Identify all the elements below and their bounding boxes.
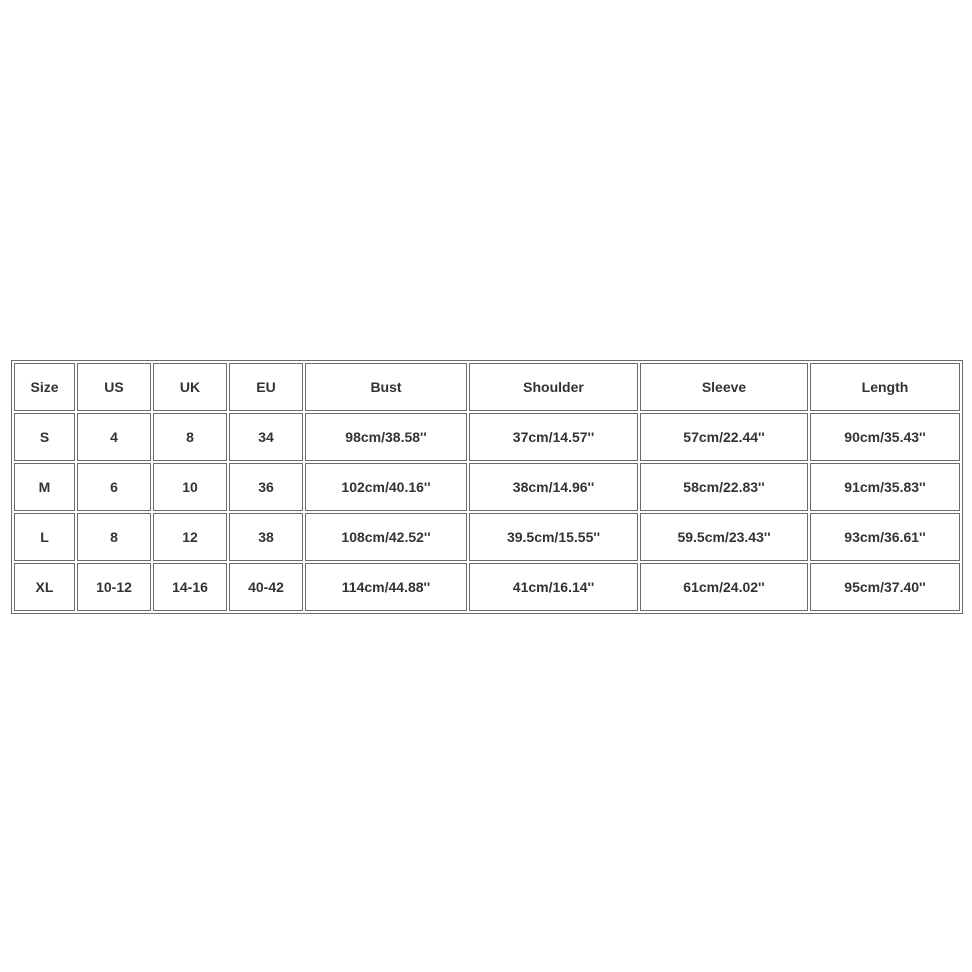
header-eu: EU [229, 363, 303, 411]
header-bust: Bust [305, 363, 467, 411]
cell-sleeve: 59.5cm/23.43'' [640, 513, 808, 561]
size-chart-table [11, 360, 963, 614]
cell-length: 95cm/37.40'' [810, 563, 960, 611]
cell-uk: 14-16 [153, 563, 227, 611]
table-row [14, 413, 960, 461]
cell-us: 6 [77, 463, 151, 511]
header-length: Length [810, 363, 960, 411]
table-row [14, 463, 960, 511]
header-size: Size [14, 363, 75, 411]
cell-eu: 38 [229, 513, 303, 561]
cell-shoulder: 38cm/14.96'' [469, 463, 638, 511]
table-row [14, 563, 960, 611]
cell-length: 91cm/35.83'' [810, 463, 960, 511]
cell-size: L [14, 513, 75, 561]
cell-us: 4 [77, 413, 151, 461]
cell-sleeve: 61cm/24.02'' [640, 563, 808, 611]
header-us: US [77, 363, 151, 411]
cell-eu: 40-42 [229, 563, 303, 611]
cell-bust: 108cm/42.52'' [305, 513, 467, 561]
cell-bust: 102cm/40.16'' [305, 463, 467, 511]
cell-bust: 114cm/44.88'' [305, 563, 467, 611]
cell-size: M [14, 463, 75, 511]
table-header-row [14, 363, 960, 411]
cell-length: 90cm/35.43'' [810, 413, 960, 461]
cell-eu: 34 [229, 413, 303, 461]
cell-eu: 36 [229, 463, 303, 511]
cell-uk: 12 [153, 513, 227, 561]
cell-shoulder: 37cm/14.57'' [469, 413, 638, 461]
cell-size: S [14, 413, 75, 461]
cell-shoulder: 41cm/16.14'' [469, 563, 638, 611]
cell-length: 93cm/36.61'' [810, 513, 960, 561]
cell-sleeve: 57cm/22.44'' [640, 413, 808, 461]
cell-size: XL [14, 563, 75, 611]
cell-uk: 10 [153, 463, 227, 511]
header-shoulder: Shoulder [469, 363, 638, 411]
cell-shoulder: 39.5cm/15.55'' [469, 513, 638, 561]
table-row [14, 513, 960, 561]
cell-sleeve: 58cm/22.83'' [640, 463, 808, 511]
header-uk: UK [153, 363, 227, 411]
cell-bust: 98cm/38.58'' [305, 413, 467, 461]
cell-uk: 8 [153, 413, 227, 461]
cell-us: 10-12 [77, 563, 151, 611]
cell-us: 8 [77, 513, 151, 561]
header-sleeve: Sleeve [640, 363, 808, 411]
